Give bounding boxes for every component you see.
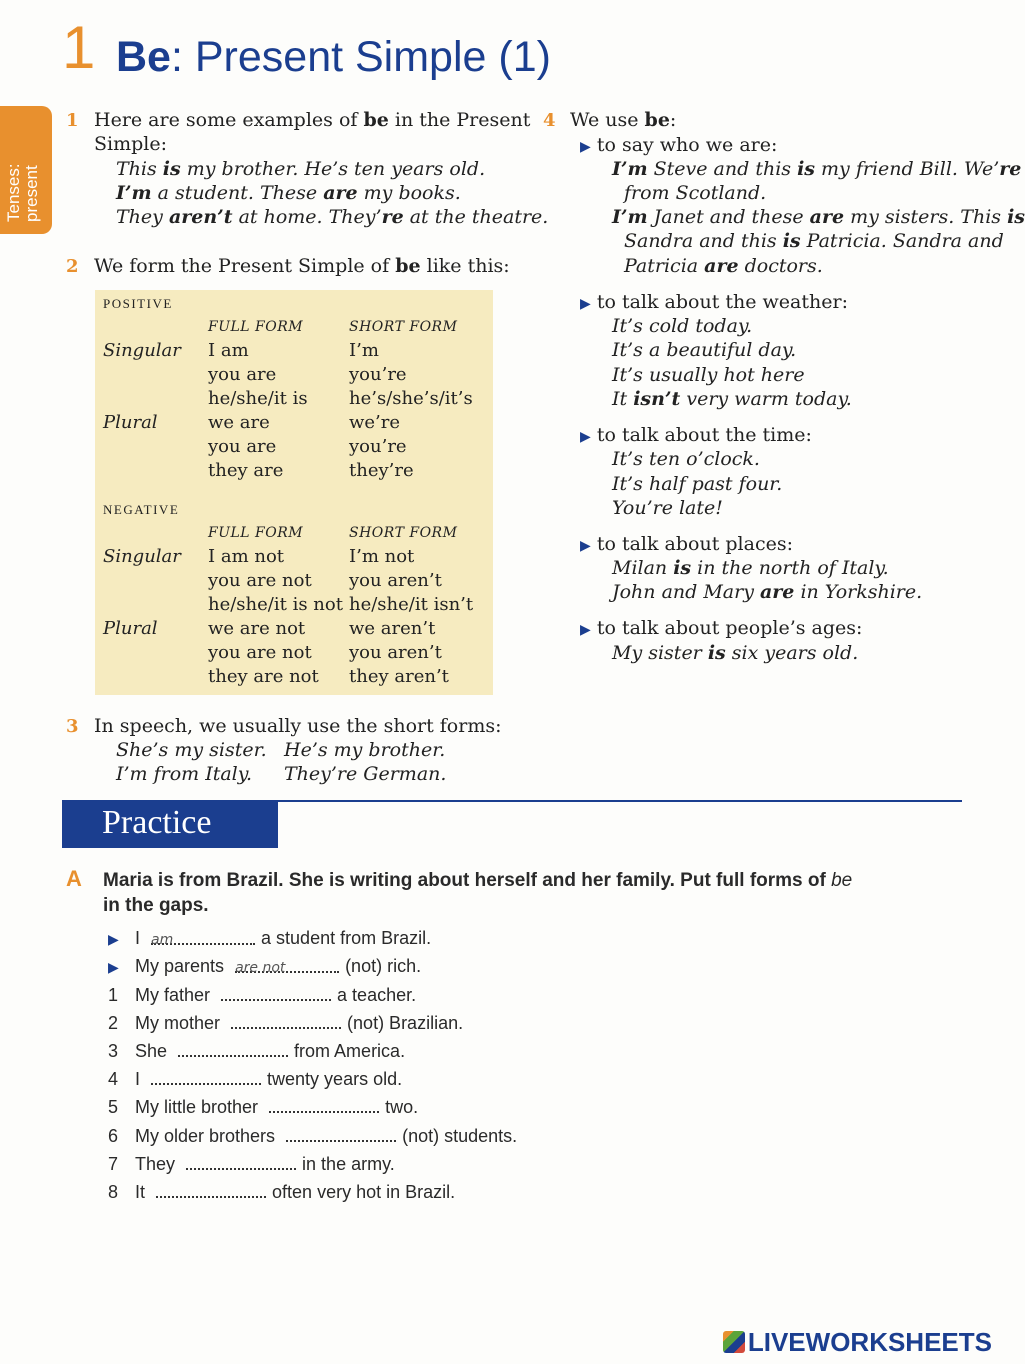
title-rest: : Present Simple (1) [170,33,551,81]
full-form-header-neg: FULL FORM [208,525,304,541]
section-1-intro-2: Simple: [94,133,167,155]
section-3-text: In speech, we usually use the short forms: [94,715,502,737]
use-3-example: It’s half past four. [612,473,783,495]
plural-label-neg: Plural [103,618,158,639]
section-4-text: We use be: [570,109,677,131]
table-cell: I’m not [349,546,415,567]
side-tab-text [5,112,41,222]
arrow-icon: ▶ [580,296,591,312]
exercise-item: 2 My mother (not) Brazilian. [108,1013,464,1033]
table-cell: he/she/it is not [208,594,343,615]
answer-input[interactable] [151,1068,261,1085]
example-row: ▶ My parents are not (not) rich. [108,956,422,976]
section-3-example: He’s my brother. [284,739,446,761]
section-3-example: I’m from Italy. [116,763,253,785]
section-3-example: They’re German. [284,763,447,785]
section-1-example-2: I’m a student. These are my books. [116,182,461,204]
section-3-number: 3 [66,716,79,737]
short-form-header: SHORT FORM [349,319,458,335]
use-5-heading: ▶ to talk about people’s ages: [580,617,863,639]
exercise-item: 6 My older brothers (not) students. [108,1126,518,1146]
table-cell: you’re [349,364,407,385]
use-1-example: I’m Janet and these are my sisters. This is [612,206,1025,228]
exercise-item: 5 My little brother two. [108,1097,419,1117]
use-4-heading: ▶ to talk about places: [580,533,793,555]
answer-gap: are not [235,956,339,973]
arrow-icon: ▶ [580,622,591,638]
exercise-item: 3 She from America. [108,1041,406,1061]
practice-title: Practice [102,804,212,841]
singular-label: Singular [103,340,181,361]
answer-input[interactable] [221,984,331,1001]
table-cell: we are not [208,618,306,639]
table-cell: he/she/it isn’t [349,594,474,615]
exercise-letter: A [66,866,82,891]
section-1-example-3: They aren’t at home. They’re at the theatre. [116,206,549,228]
full-form-header: FULL FORM [208,319,304,335]
answer-input[interactable] [156,1181,266,1198]
table-cell: we’re [349,412,401,433]
use-1-example: Patricia are doctors. [624,255,823,277]
table-cell: they are not [208,666,319,687]
page-title [116,33,551,81]
table-cell: he’s/she’s/it’s [349,388,473,409]
table-cell: we aren’t [349,618,436,639]
use-2-example: It isn’t very warm today. [612,388,852,410]
exercise-item: 7 They in the army. [108,1154,395,1174]
table-cell: you aren’t [349,570,442,591]
table-cell: I am [208,340,249,361]
example-row: ▶ I am a student from Brazil. [108,928,432,948]
arrow-icon: ▶ [108,931,119,947]
answer-input[interactable] [186,1153,296,1170]
use-2-example: It’s cold today. [612,315,753,337]
exercise-item: 1 My father a teacher. [108,985,417,1005]
answer-input[interactable] [269,1096,379,1113]
table-cell: I’m [349,340,379,361]
arrow-icon: ▶ [580,429,591,445]
side-tab-line2: present [22,165,41,222]
title-bold: Be [116,33,171,81]
use-4-example: John and Mary are in Yorkshire. [612,581,923,603]
short-form-header-neg: SHORT FORM [349,525,458,541]
brand-mark-icon [723,1331,745,1353]
side-tab [0,106,52,234]
section-1-example-1: This is my brother. He’s ten years old. [116,158,486,180]
section-2-text: We form the Present Simple of be like this: [94,255,510,277]
table-cell: you are [208,364,277,385]
table-cell: you’re [349,436,407,457]
use-1-example: from Scotland. [624,182,767,204]
table-cell: they are [208,460,284,481]
answer-input[interactable] [231,1012,341,1029]
section-1-intro: Here are some examples of be in the Present [94,109,531,131]
arrow-icon: ▶ [108,959,119,975]
table-cell: they aren’t [349,666,449,687]
use-1-example: I’m Steve and this is my friend Bill. We’re [612,158,1022,180]
side-tab-line1: Tenses: [4,163,23,222]
table-cell: we are [208,412,270,433]
unit-number: 1 [62,14,96,81]
table-cell: you are not [208,642,312,663]
use-5-example: My sister is six years old. [612,642,859,664]
use-2-heading: ▶ to talk about the weather: [580,291,848,313]
exercise-item: 4 I twenty years old. [108,1069,403,1089]
brand-logo: LIVEWORKSHEETS [723,1327,992,1358]
negative-label: NEGATIVE [103,502,180,517]
answer-gap: am [151,928,255,945]
use-3-heading: ▶ to talk about the time: [580,424,812,446]
answer-input[interactable] [286,1125,396,1142]
table-cell: you aren’t [349,642,442,663]
section-4-number: 4 [543,110,556,131]
use-1-example: Sandra and this is Patricia. Sandra and [624,230,1004,252]
use-2-example: It’s usually hot here [612,364,805,386]
table-cell: he/she/it is [208,388,308,409]
section-3-example: She’s my sister. [116,739,267,761]
table-cell: you are [208,436,277,457]
section-2-number: 2 [66,256,79,277]
arrow-icon: ▶ [580,139,591,155]
table-cell: you are not [208,570,312,591]
section-1-number: 1 [66,110,79,131]
exercise-item: 8 It often very hot in Brazil. [108,1182,456,1202]
use-2-example: It’s a beautiful day. [612,339,797,361]
grammar-table [95,290,493,695]
exercise-instruction: Maria is from Brazil. She is writing about herself and her family. Put full forms of be in the gaps. [103,870,853,916]
use-4-example: Milan is in the north of Italy. [612,557,889,579]
use-3-example: It’s ten o’clock. [612,448,760,470]
answer-input[interactable] [178,1040,288,1057]
table-cell: I am not [208,546,285,567]
table-cell: they’re [349,460,414,481]
use-3-example: You’re late! [612,497,723,519]
use-1-heading: ▶ to say who we are: [580,134,778,156]
arrow-icon: ▶ [580,538,591,554]
plural-label: Plural [103,412,158,433]
positive-label: POSITIVE [103,296,173,311]
singular-label-neg: Singular [103,546,181,567]
